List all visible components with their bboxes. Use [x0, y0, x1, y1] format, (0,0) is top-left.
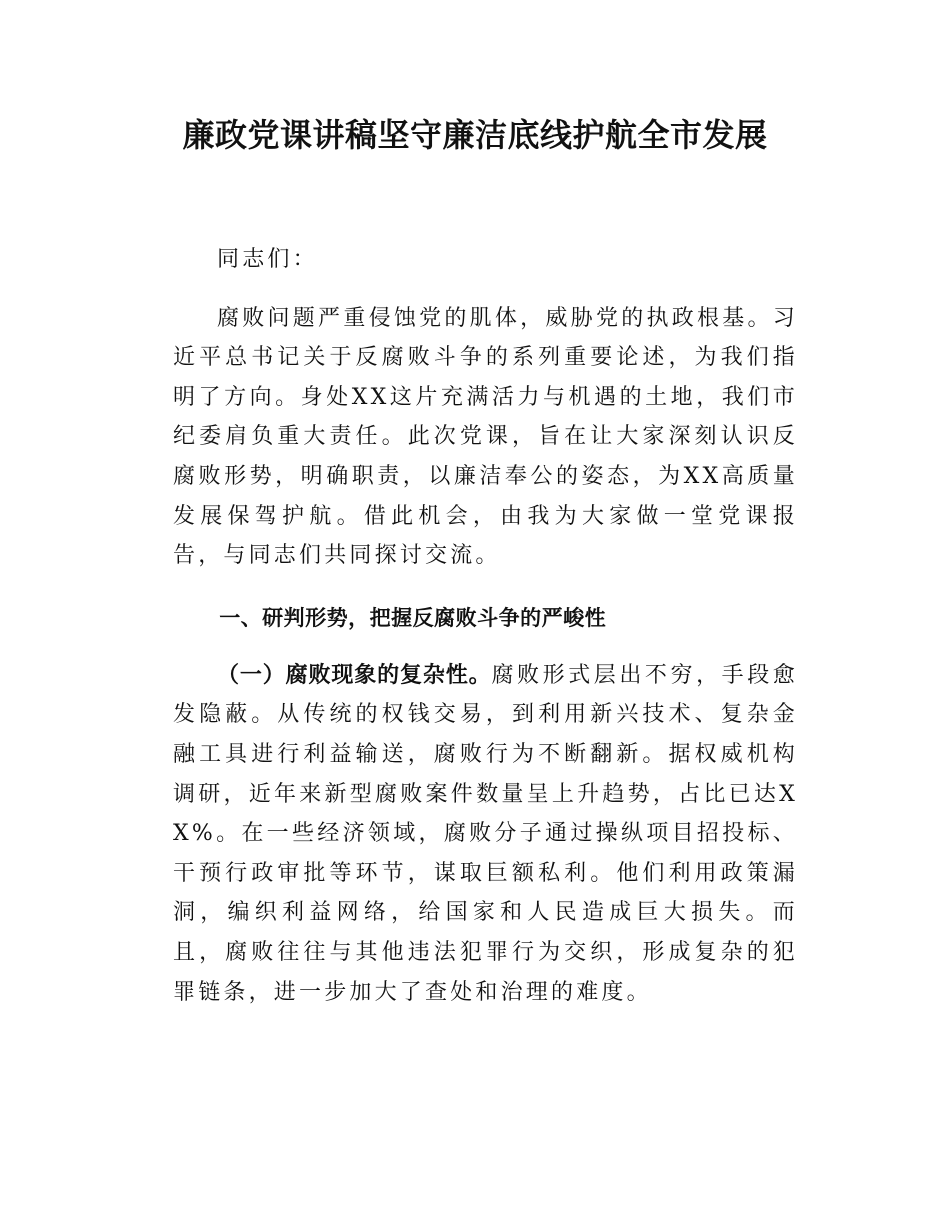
subsection-lead: （一）腐败现象的复杂性。	[217, 662, 492, 688]
intro-paragraph: 腐败问题严重侵蚀党的肌体，威胁党的执政根基。习近平总书记关于反腐败斗争的系列重要论述，为我们指明了方向。身处XX这片充满活力与机遇的土地，我们市纪委肩负重大责任。此次党课，旨在让大家深刻认识反腐败形势，明确职责，以廉洁奉公的姿态，为XX高质量发展保驾护航。借此机会，由我为大家做一堂党课报告，与同志们共同探讨交流。	[173, 305, 798, 569]
salutation: 同志们：	[217, 247, 318, 272]
subsection-paragraph	[173, 656, 798, 1012]
document-title: 廉政党课讲稿坚守廉洁底线护航全市发展	[182, 116, 768, 154]
subsection-text: 腐败形式层出不穷，手段愈发隐蔽。从传统的权钱交易，到利用新兴技术、复杂金融工具进行利益输送，腐败行为不断翻新。据权威机构调研，近年来新型腐败案件数量呈上升趋势，占比已达XX%。在一些经济领域，腐败分子通过操纵项目招投标、干预行政审批等环节，谋取巨额私利。他们利用政策漏洞，编织利益网络，给国家和人民造成巨大损失。而且，腐败往往与其他违法犯罪行为交织，形成复杂的犯罪链条，进一步加大了查处和治理的难度。	[173, 662, 798, 1005]
section-heading: 一、研判形势，把握反腐败斗争的严峻性	[219, 605, 607, 630]
document-body	[173, 240, 798, 1012]
